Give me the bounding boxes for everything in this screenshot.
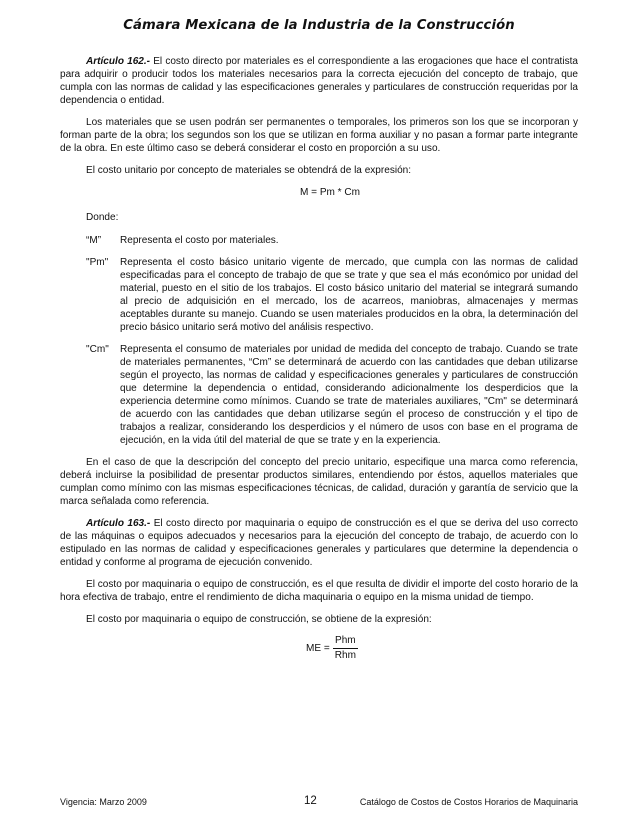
unit-cost-intro: El costo unitario por concepto de materiales se obtendrá de la expresión: — [86, 165, 412, 176]
brand-reference-paragraph: En el caso de que la descripción del concepto del precio unitario, especifique una marca como referencia, deberá incluirse la posibilidad de presentar productos similares, entendiendo por éstos, aquellos materiales que cumplan como mínimo con las mismas especificaciones técnicas, de calidad, duración y garantía de servicio que la marca señalada como referencia. — [60, 457, 578, 507]
where-label: Donde: — [86, 212, 119, 223]
definition-m — [86, 234, 578, 247]
article-162-text: El costo directo por materiales es el correspondiente a las erogaciones que hace el contratista para adquirir o producir todos los materiales necesarios para la correcta ejecución del concepto de trabajo, que cumpla con las normas de calidad y las especificaciones generales y particulares de construcción requeridas por la dependencia o entidad. — [60, 56, 578, 106]
definition-text: Representa el consumo de materiales por unidad de medida del concepto de trabajo. Cuando se trate de materiales permanentes, “Cm” se determinará de acuerdo con las cantidades que deban utilizarse según el proyecto, las normas de calidad y especificaciones generales y particulares de construcción que determine la dependencia o entidad, considerando adicionalmente los desperdicios que la experiencia determine como mínimos. Cuando se trate de materiales auxiliares, "Cm" se determinará de acuerdo con las cantidades que deban utilizarse según el proceso de construcción y el tipo de trabajos a realizar, considerando los desperdicios y el número de usos con base en el programa de ejecución, en la vida útil del material de que se trate y en la experiencia. — [120, 344, 578, 446]
equation-lhs: ME = — [306, 643, 330, 654]
definition-symbol: "Pm" — [86, 257, 109, 268]
machinery-cost-intro: El costo por maquinaria o equipo de construcción, se obtiene de la expresión: — [86, 614, 432, 625]
machinery-cost-paragraph: El costo por maquinaria o equipo de construcción, es el que resulta de dividir el importe del costo horario de la hora efectiva de trabajo, entre el rendimiento de dicha maquinaria o equipo en la misma unidad de tiempo. — [60, 579, 578, 603]
article-162-paragraph — [60, 55, 578, 107]
machinery-equation — [306, 635, 578, 662]
page-content — [60, 55, 578, 662]
page-header: Cámara Mexicana de la Industria de la Construcción — [123, 18, 515, 33]
fraction-numerator: Phm — [333, 635, 358, 649]
definition-symbol: “M” — [86, 235, 102, 246]
footer-validity: Vigencia: Marzo 2009 — [60, 797, 147, 807]
definition-pm — [86, 256, 578, 334]
page-footer — [60, 797, 578, 811]
article-163-paragraph — [60, 517, 578, 569]
definition-text: Representa el costo por materiales. — [120, 235, 279, 246]
article-163-text: El costo directo por maquinaria o equipo de construcción es el que se deriva del uso correcto de las máquinas o equipos adecuados y necesarios para la ejecución del concepto de trabajo, de acuerdo con lo estipulado en las normas de calidad y especificaciones generales y particulares que determine la dependencia o entidad y conforme al programa de ejecución convenido. — [60, 518, 578, 568]
article-162-heading: Artículo 162.- — [86, 56, 151, 67]
article-163-heading: Artículo 163.- — [86, 518, 151, 529]
materials-equation: M = Pm * Cm — [300, 187, 361, 198]
materials-paragraph: Los materiales que se usen podrán ser permanentes o temporales, los primeros son los que se incorporan y forman parte de la obra; los segundos son los que se utilizan en forma auxiliar y no pasan a formar parte integrante de la obra. En este último caso se deberá considerar el costo en proporción a su uso. — [60, 117, 578, 154]
definition-symbol: "Cm" — [86, 344, 109, 355]
equation-fraction — [333, 635, 358, 662]
page-number: 12 — [304, 795, 317, 807]
fraction-denominator: Rhm — [334, 650, 356, 661]
definition-cm — [86, 343, 578, 447]
footer-catalog-title: Catálogo de Costos de Costos Horarios de Maquinaria — [359, 797, 578, 807]
definition-text: Representa el costo básico unitario vigente de mercado, que cumpla con las normas de calidad especificadas para el concepto de trabajo de que se trate y que sea el más económico por unidad del material, puesto en el sitio de los trabajos. El costo básico unitario del material se integrará sumando al precio de adquisición en el mercado, los de acarreos, maniobras, almacenajes y mermas aceptables durante su manejo. Cuando se usen materiales producidos en la obra, la determinación del precio básico unitario será motivo del análisis respectivo. — [120, 257, 578, 333]
